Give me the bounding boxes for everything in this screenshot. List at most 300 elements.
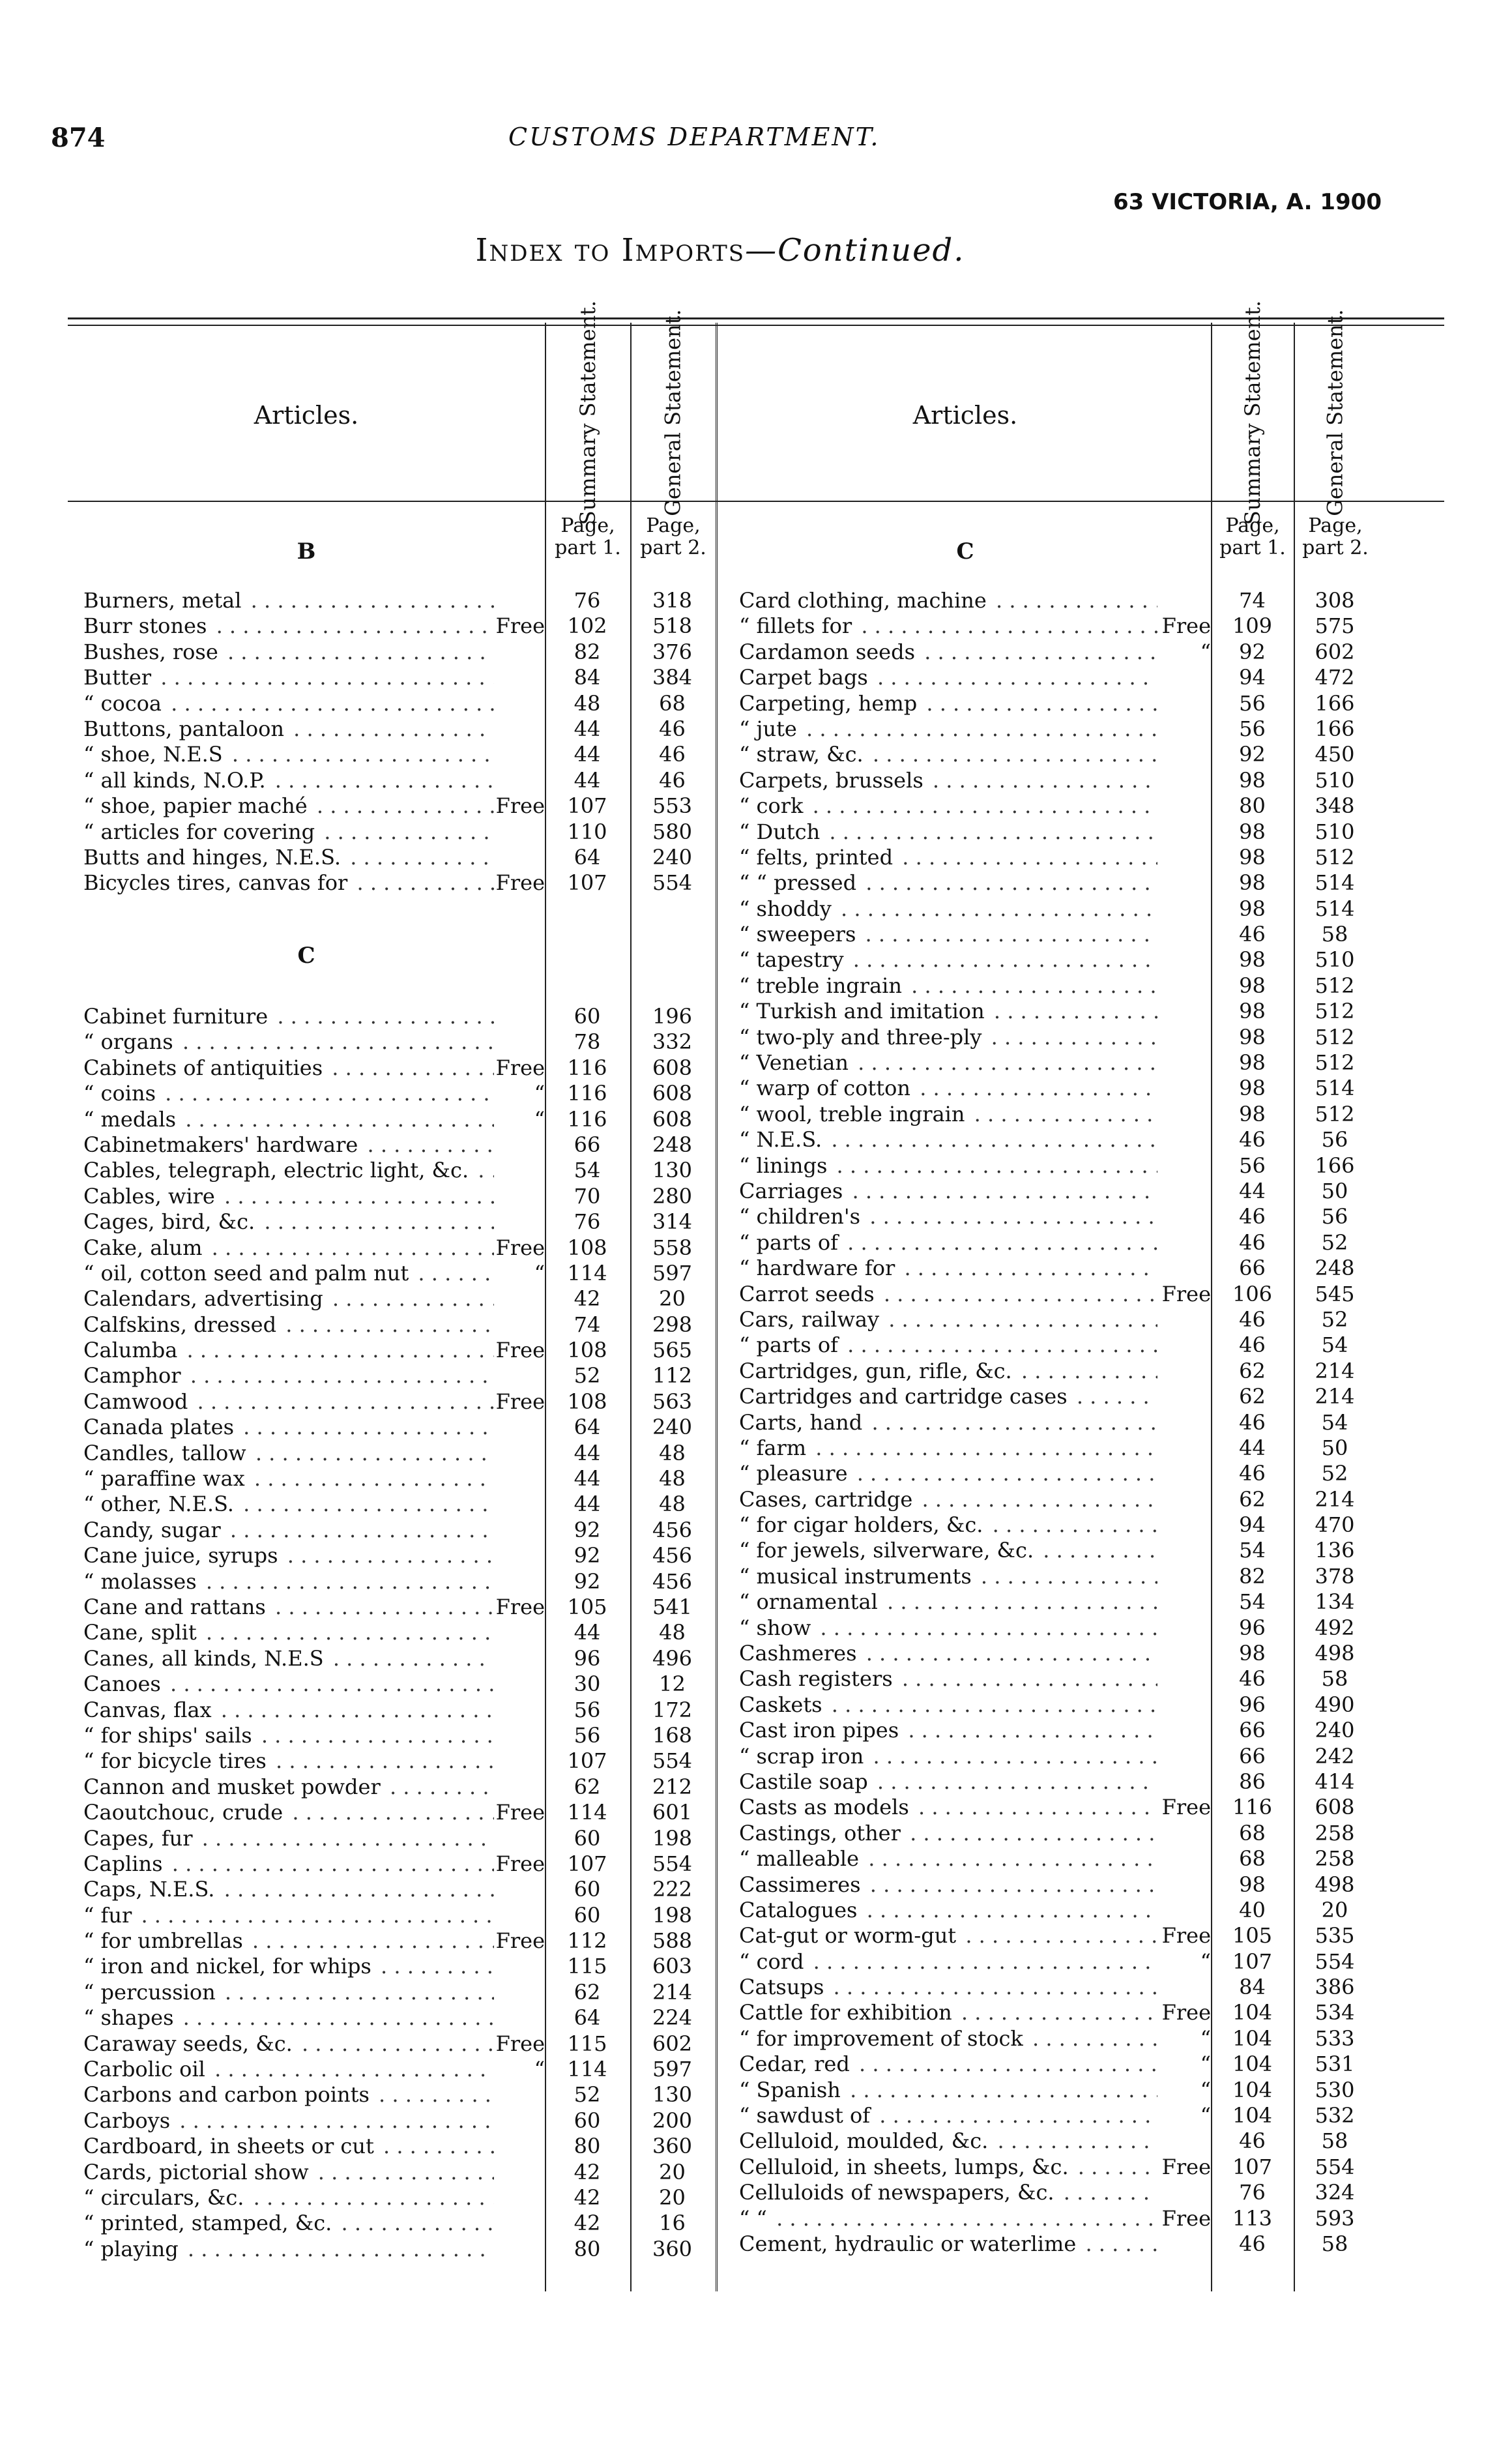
- entry-article: [83, 1492, 494, 1517]
- entry-page-part1: 109: [1232, 613, 1273, 639]
- entry-page-part1: 46: [1239, 1461, 1266, 1486]
- entry-free-mark: [1210, 1410, 1211, 1435]
- index-entry: [739, 1410, 1376, 1435]
- entry-article: [739, 742, 1157, 767]
- entry-article-text: “ sawdust of: [739, 2103, 873, 2128]
- entry-page-part1: 44: [574, 1466, 601, 1492]
- entry-page-part1: 98: [1239, 819, 1266, 844]
- index-entry: [83, 1492, 715, 1517]
- entry-article: [739, 1230, 1157, 1256]
- entry-page-part1: 105: [567, 1594, 607, 1619]
- entry-article: [739, 1589, 1157, 1615]
- entry-article: [83, 1184, 494, 1209]
- entry-free-mark: [1210, 1769, 1211, 1794]
- index-entry: [83, 1774, 715, 1800]
- index-entry: [83, 1004, 715, 1029]
- entry-page-part1: 44: [574, 767, 601, 793]
- entry-page-part2: 258: [1315, 1820, 1355, 1846]
- entry-page-part2: 52: [1321, 1306, 1348, 1332]
- entry-page-part2: 558: [652, 1235, 693, 1260]
- entry-free-mark: “: [534, 1081, 545, 1106]
- entry-article: [83, 1800, 494, 1825]
- entry-page-part1: 64: [574, 844, 601, 870]
- entry-page-part1: 60: [574, 1877, 601, 1902]
- entry-page-part1: 94: [1239, 665, 1266, 690]
- entry-article: [739, 973, 1157, 999]
- entry-free-mark: [544, 1004, 545, 1029]
- entry-page-part1: 86: [1239, 1769, 1266, 1794]
- index-entry: [739, 973, 1376, 999]
- entry-page-part2: 597: [652, 1260, 693, 1286]
- entry-free-mark: Free: [495, 870, 545, 896]
- entry-article-text: “ cord: [739, 1949, 807, 1974]
- entry-article-text: “ for umbrellas: [83, 1928, 246, 1953]
- entry-article: [83, 1338, 494, 1363]
- entry-page-part2: 136: [1315, 1538, 1355, 1563]
- entry-free-mark: [544, 1723, 545, 1748]
- entry-page-part1: 60: [574, 2108, 601, 2133]
- entry-page-part2: 384: [652, 665, 693, 690]
- entry-page-part1: 106: [1232, 1281, 1273, 1306]
- entry-article-text: Cake, alum: [83, 1235, 205, 1260]
- entry-article-text: Carts, hand: [739, 1410, 865, 1435]
- entry-page-part1: 108: [567, 1235, 607, 1260]
- entry-free-mark: Free: [495, 1928, 545, 1954]
- entry-page-part1: 98: [1239, 947, 1266, 973]
- entry-free-mark: Free: [495, 1851, 545, 1876]
- entry-page-part2: 533: [1315, 2025, 1355, 2051]
- entry-free-mark: [1210, 1153, 1211, 1178]
- entry-free-mark: [1210, 1538, 1211, 1563]
- entry-article: [83, 1107, 494, 1132]
- entry-article-text: “ tapestry: [739, 947, 847, 972]
- entry-article: [83, 1748, 494, 1774]
- entry-article: [739, 2052, 1157, 2077]
- header-rule: [68, 501, 1444, 502]
- index-entry: [739, 2026, 1376, 2052]
- entry-page-part2: 414: [1315, 1769, 1355, 1794]
- index-entry: [83, 1646, 715, 1671]
- entry-page-part2: 510: [1315, 819, 1355, 844]
- entry-article-text: “ musical instruments: [739, 1564, 974, 1589]
- entry-page-part2: 580: [652, 819, 693, 844]
- entry-free-mark: [1210, 665, 1211, 690]
- running-title: CUSTOMS DEPARTMENT.: [508, 123, 880, 151]
- entry-free-mark: [544, 1132, 545, 1157]
- entry-article: [83, 1518, 494, 1543]
- entry-article: [83, 1363, 494, 1389]
- entry-article-text: “ pleasure: [739, 1461, 850, 1486]
- index-entry: [83, 2237, 715, 2262]
- entry-free-mark: [1210, 1307, 1211, 1332]
- entry-free-mark: [1210, 716, 1211, 741]
- entry-page-part1: 68: [1239, 1820, 1266, 1846]
- entry-article-text: Calendars, advertising: [83, 1286, 326, 1311]
- entry-page-part1: 108: [567, 1338, 607, 1363]
- index-entry: [83, 845, 715, 870]
- entry-free-mark: [544, 716, 545, 741]
- entry-article: [83, 1441, 494, 1466]
- entry-article: [83, 1671, 494, 1697]
- entry-article: [83, 2160, 494, 2185]
- index-entry: [739, 1204, 1376, 1229]
- index-entry: [739, 819, 1376, 845]
- entry-free-mark: [1210, 588, 1211, 613]
- entry-page-part2: 214: [1315, 1358, 1355, 1383]
- entry-page-part2: 54: [1321, 1409, 1348, 1435]
- entry-article: [83, 1826, 494, 1851]
- entry-page-part2: 472: [1315, 665, 1355, 690]
- entry-page-part2: 496: [652, 1645, 693, 1671]
- entry-article-text: Cement, hydraulic or waterlime: [739, 2231, 1079, 2256]
- entry-page-part1: 98: [1239, 870, 1266, 896]
- entry-article-text: “ warp of cotton: [739, 1076, 913, 1100]
- entry-free-mark: [1210, 947, 1211, 972]
- entry-article-text: Carrot seeds: [739, 1282, 877, 1306]
- entry-free-mark: [1210, 1615, 1211, 1640]
- index-entry: [739, 1975, 1376, 2000]
- index-entry: [739, 1384, 1376, 1409]
- entry-article-text: Butts and hinges, N.E.S.: [83, 845, 343, 870]
- entry-page-part2: 308: [1315, 588, 1355, 613]
- entry-free-mark: [1210, 819, 1211, 844]
- entry-article-text: “ paraffine wax: [83, 1466, 248, 1491]
- entry-free-mark: “: [1200, 2025, 1211, 2051]
- entry-article-text: “ scrap iron: [739, 1744, 866, 1769]
- index-entry: [83, 1055, 715, 1081]
- entry-page-part2: 214: [652, 1979, 693, 2005]
- entry-page-part1: 76: [574, 588, 601, 613]
- entry-article-text: “ farm: [739, 1435, 809, 1460]
- entry-page-part2: 242: [1315, 1743, 1355, 1769]
- index-entry: [83, 2185, 715, 2211]
- entry-page-part2: 324: [1315, 2180, 1355, 2205]
- entry-page-part2: 608: [652, 1081, 693, 1106]
- entry-article: [83, 1877, 494, 1902]
- section-letter-b: B: [297, 538, 316, 565]
- entry-article-text: Caplins: [83, 1851, 166, 1876]
- entry-page-part2: 514: [1315, 870, 1355, 896]
- entry-page-part2: 514: [1315, 896, 1355, 921]
- entry-article-text: “ shoddy: [739, 896, 834, 921]
- entry-article-text: Candles, tallow: [83, 1441, 249, 1465]
- entry-article: [83, 1389, 494, 1415]
- entry-page-part2: 20: [659, 2159, 686, 2185]
- entry-article-text: Celluloid, moulded, &c.: [739, 2128, 991, 2153]
- entry-page-part1: 46: [1239, 1127, 1266, 1153]
- entry-page-part2: 512: [1315, 999, 1355, 1024]
- entry-article-text: Cane, split: [83, 1620, 199, 1645]
- index-entry: [739, 1435, 1376, 1461]
- entry-free-mark: [1210, 1025, 1211, 1050]
- entry-article: [83, 1055, 494, 1081]
- entry-page-part2: 20: [659, 2185, 686, 2210]
- index-entry: [83, 613, 715, 639]
- entry-article-text: Cabinetmakers' hardware: [83, 1132, 360, 1157]
- entry-article: [739, 613, 1157, 639]
- entry-page-part2: 48: [659, 1440, 686, 1465]
- entry-page-part1: 113: [1232, 2205, 1273, 2231]
- entry-page-part1: 104: [1232, 2025, 1273, 2051]
- index-entry: [83, 1543, 715, 1568]
- entry-article-text: Canada plates: [83, 1415, 237, 1439]
- entry-page-part2: 68: [659, 690, 686, 716]
- entry-article: [739, 1332, 1157, 1358]
- index-entry: [83, 640, 715, 665]
- entry-free-mark: “: [534, 1106, 545, 1132]
- entry-article-text: Carbolic oil: [83, 2057, 208, 2082]
- entry-page-part1: 66: [574, 1132, 601, 1157]
- index-entry: [83, 1954, 715, 1979]
- entry-article: [83, 1286, 494, 1312]
- entry-article-text: Cat-gut or worm-gut: [739, 1923, 959, 1948]
- entry-free-mark: [1210, 1179, 1211, 1203]
- entry-article: [83, 1569, 494, 1595]
- entry-page-part1: 30: [574, 1671, 601, 1697]
- entry-free-mark: [544, 1518, 545, 1542]
- entry-article-text: Catalogues: [739, 1898, 860, 1922]
- entry-article: [739, 845, 1157, 870]
- entry-article: [739, 1256, 1157, 1281]
- entry-article-text: Cardboard, in sheets or cut: [83, 2134, 377, 2158]
- entry-page-part2: 531: [1315, 2052, 1355, 2077]
- index-entry: [739, 1025, 1376, 1050]
- index-entry: [83, 1518, 715, 1543]
- entry-page-part1: 44: [1239, 1178, 1266, 1203]
- index-entry: [739, 1846, 1376, 1872]
- entry-article: [739, 1050, 1157, 1076]
- index-entry: [83, 819, 715, 845]
- entry-article-text: Cash registers: [739, 1666, 895, 1691]
- entry-page-part2: 48: [659, 1620, 686, 1645]
- entry-page-part2: 593: [1315, 2205, 1355, 2231]
- entry-free-mark: [544, 742, 545, 767]
- index-entry: [83, 1184, 715, 1209]
- entry-article-text: “ coins: [83, 1081, 158, 1106]
- entry-free-mark: [544, 819, 545, 844]
- entry-page-part1: 46: [1239, 2128, 1266, 2154]
- entry-article: [739, 1512, 1157, 1538]
- entry-article-text: “ medals: [83, 1107, 179, 1132]
- index-entry: [739, 1512, 1376, 1538]
- entry-free-mark: [1210, 1512, 1211, 1537]
- entry-article-text: Burners, metal: [83, 588, 244, 613]
- entry-article-text: “ straw, &c.: [739, 742, 866, 767]
- entry-free-mark: [544, 768, 545, 793]
- entry-article-text: Catsups: [739, 1975, 826, 1999]
- entry-free-mark: [1210, 1332, 1211, 1357]
- entry-article: [739, 999, 1157, 1024]
- entry-page-part2: 553: [652, 793, 693, 819]
- entry-article-text: “ parts of: [739, 1230, 841, 1255]
- entry-article-text: Burr stones: [83, 613, 209, 638]
- entry-free-mark: [1210, 2231, 1211, 2256]
- index-entry: [739, 1872, 1376, 1898]
- entry-page-part1: 46: [1239, 1306, 1266, 1332]
- entry-article: [739, 1898, 1157, 1923]
- entry-free-mark: [1210, 2128, 1211, 2153]
- index-entry: [739, 870, 1376, 896]
- entry-free-mark: Free: [1161, 1923, 1211, 1949]
- entry-free-mark: [544, 1671, 545, 1696]
- entry-page-part2: 168: [652, 1722, 693, 1748]
- entry-page-part1: 96: [574, 1645, 601, 1671]
- entry-page-part1: 92: [1239, 639, 1266, 664]
- entry-article-text: Cast iron pipes: [739, 1718, 901, 1743]
- entry-article: [739, 2000, 1157, 2025]
- entry-page-part2: 512: [1315, 1050, 1355, 1076]
- entry-article-text: Cedar, red: [739, 2052, 852, 2076]
- entry-page-part2: 498: [1315, 1641, 1355, 1666]
- entry-free-mark: [544, 2005, 545, 2030]
- entry-free-mark: [1210, 1384, 1211, 1409]
- entry-free-mark: [1210, 1898, 1211, 1922]
- entry-article: [739, 1307, 1157, 1332]
- entry-article: [739, 691, 1157, 716]
- entry-page-part2: 575: [1315, 613, 1355, 639]
- entry-article-text: Buttons, pantaloon: [83, 716, 287, 741]
- entry-article-text: Calumba: [83, 1338, 180, 1362]
- entry-article: [739, 588, 1157, 613]
- entry-article: [83, 819, 494, 845]
- entry-article-text: Caps, N.E.S.: [83, 1877, 217, 1902]
- entry-free-mark: [1210, 845, 1211, 870]
- entry-article: [83, 2108, 494, 2134]
- entry-article-text: “ Spanish: [739, 2078, 843, 2102]
- entry-article: [739, 2180, 1157, 2205]
- entry-article-text: Cartridges, gun, rifle, &c.: [739, 1359, 1015, 1383]
- entry-page-part2: 498: [1315, 1872, 1355, 1897]
- entry-article-text: Bushes, rose: [83, 640, 221, 664]
- entry-article: [83, 613, 494, 639]
- entry-free-mark: [544, 2108, 545, 2133]
- entry-article-text: Candy, sugar: [83, 1518, 224, 1542]
- index-entry: [83, 1158, 715, 1183]
- entry-free-mark: [544, 588, 545, 613]
- entry-page-part1: 98: [1239, 1024, 1266, 1050]
- entry-page-part2: 456: [652, 1568, 693, 1594]
- entry-free-mark: [544, 1646, 545, 1671]
- entry-free-mark: Free: [1161, 2154, 1211, 2179]
- entry-page-part2: 492: [1315, 1615, 1355, 1640]
- entry-page-part2: 172: [652, 1697, 693, 1722]
- entry-page-part2: 314: [652, 1209, 693, 1235]
- entry-page-part1: 44: [574, 716, 601, 741]
- entry-page-part1: 44: [574, 742, 601, 767]
- entry-page-part1: 116: [1232, 1795, 1273, 1820]
- entry-article-text: Capes, fur: [83, 1826, 196, 1851]
- entry-page-part2: 332: [652, 1029, 693, 1055]
- entry-article: [83, 1903, 494, 1928]
- entry-page-part1: 62: [1239, 1384, 1266, 1409]
- entry-article: [739, 2026, 1157, 2052]
- index-entry: [83, 870, 715, 896]
- entry-page-part1: 102: [567, 613, 607, 639]
- entry-page-part2: 198: [652, 1825, 693, 1851]
- entry-page-part2: 456: [652, 1543, 693, 1568]
- entry-article: [83, 2211, 494, 2236]
- entry-free-mark: “: [534, 1260, 545, 1286]
- index-entry: [739, 2078, 1376, 2103]
- index-entry: [739, 1487, 1376, 1512]
- index-entry: [739, 1564, 1376, 1589]
- index-entry: [83, 1081, 715, 1106]
- entry-page-part2: 348: [1315, 793, 1355, 819]
- entry-article-text: Camwood: [83, 1389, 190, 1414]
- entry-article-text: “ shoe, papier maché: [83, 793, 310, 818]
- entry-article: [83, 1415, 494, 1440]
- entry-article-text: Carriages: [739, 1179, 845, 1203]
- entry-article-text: Carboys: [83, 2108, 173, 2133]
- entry-article: [739, 1461, 1157, 1486]
- entry-page-part2: 512: [1315, 1024, 1355, 1050]
- entry-free-mark: [544, 691, 545, 716]
- index-title-continued: —Continued.: [745, 232, 965, 269]
- entry-page-part2: 248: [652, 1132, 693, 1157]
- entry-article-text: “ shoe, N.E.S: [83, 742, 225, 767]
- entry-page-part1: 52: [574, 2082, 601, 2108]
- entry-page-part1: 105: [1232, 1923, 1273, 1949]
- entry-article-text: Cane and rattans: [83, 1595, 269, 1619]
- entry-article-text: Canes, all kinds, N.E.S: [83, 1646, 327, 1671]
- entry-page-part1: 80: [574, 2134, 601, 2159]
- entry-free-mark: [1210, 768, 1211, 793]
- index-entry: [83, 1389, 715, 1415]
- entry-article: [83, 845, 494, 870]
- entry-free-mark: [544, 1312, 545, 1337]
- index-entry: [739, 768, 1376, 793]
- entry-page-part1: 64: [574, 1415, 601, 1440]
- entry-page-part2: 58: [1321, 1666, 1348, 1692]
- entry-page-part1: 52: [574, 1363, 601, 1389]
- entry-article-text: Cages, bird, &c.: [83, 1209, 257, 1234]
- entry-free-mark: [1210, 2180, 1211, 2205]
- entry-article: [739, 2155, 1157, 2180]
- entry-page-part1: 74: [574, 1312, 601, 1337]
- entry-free-mark: “: [1200, 639, 1211, 664]
- entry-article: [83, 691, 494, 716]
- center-divider: [716, 323, 720, 2291]
- entry-free-mark: [1210, 973, 1211, 998]
- entry-article: [739, 793, 1157, 819]
- entry-page-part1: 92: [574, 1568, 601, 1594]
- entry-page-part1: 98: [1239, 844, 1266, 870]
- index-entry: [739, 1076, 1376, 1101]
- entry-free-mark: [544, 1903, 545, 1928]
- entry-article: [739, 1153, 1157, 1179]
- entry-free-mark: Free: [495, 1338, 545, 1363]
- entry-page-part2: 52: [1321, 1229, 1348, 1255]
- entry-page-part1: 104: [1232, 2052, 1273, 2077]
- entry-page-part2: 198: [652, 1902, 693, 1928]
- index-entry: [83, 1235, 715, 1261]
- entry-free-mark: [1210, 1102, 1211, 1126]
- index-list-b: [83, 588, 715, 896]
- entry-article-text: “ printed, stamped, &c.: [83, 2211, 334, 2235]
- index-entry: [739, 1127, 1376, 1153]
- entry-free-mark: Free: [495, 1055, 545, 1080]
- entry-page-part2: 200: [652, 2108, 693, 2133]
- entry-page-part1: 98: [1239, 896, 1266, 921]
- entry-article-text: “ wool, treble ingrain: [739, 1102, 968, 1126]
- entry-free-mark: [544, 845, 545, 870]
- entry-page-part1: 114: [567, 1260, 607, 1286]
- entry-free-mark: [544, 2185, 545, 2210]
- entry-article: [739, 1127, 1157, 1153]
- entry-page-part2: 166: [1315, 716, 1355, 741]
- entry-page-part2: 376: [652, 639, 693, 664]
- entry-article-text: Casts as models: [739, 1795, 912, 1819]
